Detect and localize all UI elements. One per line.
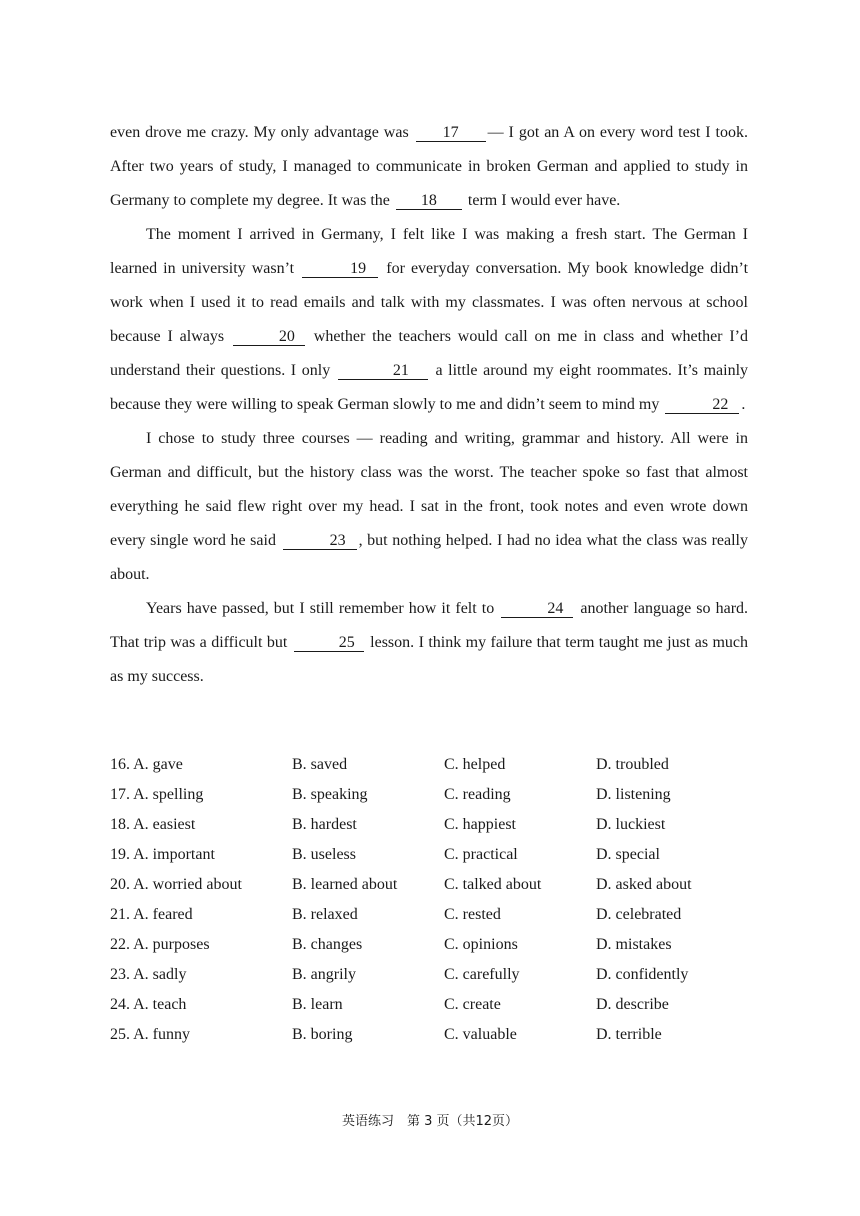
passage-text: whether the teachers would call on me in class and whether I’d understand their questions. I only xyxy=(110,328,748,379)
option-c: C. opinions xyxy=(444,936,518,953)
option-c: C. rested xyxy=(444,906,501,923)
passage-text: I chose to study three courses — reading and writing, grammar and history. All were in German and difficult, but the history class was the worst. The teacher spoke so fast that almost everything he said flew right over my head. I sat in the front, took notes and even wrote down every single word he said xyxy=(110,430,748,549)
passage-text: The moment I arrived in Germany, I felt like I was making a fresh start. The German I learned in university wasn’t xyxy=(110,226,748,277)
blank-23: 23 xyxy=(283,532,357,550)
option-b: B. useless xyxy=(292,846,356,863)
option-a: 19. A. important xyxy=(110,846,215,863)
passage-paragraph-2 xyxy=(110,218,748,422)
passage-text: . xyxy=(741,396,746,413)
option-a: 21. A. feared xyxy=(110,906,193,923)
option-a: 18. A. easiest xyxy=(110,816,196,833)
passage-text: another language so hard. That trip was a difficult but xyxy=(110,600,749,651)
option-b: B. hardest xyxy=(292,816,357,833)
option-d: D. describe xyxy=(596,996,669,1013)
option-row-22 xyxy=(110,932,750,962)
passage-text: a little around my eight roommates. It’s mainly because they were willing to speak German slowly to me and didn’t seem to mind my xyxy=(110,362,749,413)
option-d: D. celebrated xyxy=(596,906,682,923)
passage-text: even drove me crazy. My only advantage was xyxy=(110,124,409,141)
option-c: C. valuable xyxy=(444,1026,517,1043)
option-row-18 xyxy=(110,812,750,842)
passage-text: Years have passed, but I still remember how it felt to xyxy=(146,600,495,617)
option-a: 25. A. funny xyxy=(110,1026,190,1043)
option-b: B. learned about xyxy=(292,876,398,893)
option-d: D. confidently xyxy=(596,966,689,983)
option-d: D. asked about xyxy=(596,876,692,893)
blank-21: 21 xyxy=(338,362,428,380)
option-b: B. angrily xyxy=(292,966,356,983)
passage-paragraph-4 xyxy=(110,592,748,694)
option-a: 20. A. worried about xyxy=(110,876,242,893)
blank-18: 18 xyxy=(396,192,462,210)
option-d: D. luckiest xyxy=(596,816,666,833)
option-row-21 xyxy=(110,902,750,932)
option-c: C. helped xyxy=(444,756,506,773)
passage-text: — I got an A on every word test I took. After two years of study, I managed to communicate in broken German and applied to study in Germany to complete my degree. It was the xyxy=(110,124,748,209)
option-row-25 xyxy=(110,1022,750,1052)
option-b: B. saved xyxy=(292,756,348,773)
option-a: 24. A. teach xyxy=(110,996,187,1013)
passage-text: term I would ever have. xyxy=(467,192,621,209)
option-a: 22. A. purposes xyxy=(110,936,210,953)
option-c: C. talked about xyxy=(444,876,542,893)
blank-22: 22 xyxy=(665,396,739,414)
option-a: 17. A. spelling xyxy=(110,786,204,803)
option-d: D. terrible xyxy=(596,1026,662,1043)
passage-paragraph-1 xyxy=(110,116,748,218)
option-row-19 xyxy=(110,842,750,872)
option-b: B. learn xyxy=(292,996,343,1013)
blank-24: 24 xyxy=(501,600,573,618)
option-a: 16. A. gave xyxy=(110,756,183,773)
option-row-23 xyxy=(110,962,750,992)
passage-text: for everyday conversation. My book knowledge didn’t work when I used it to read emails and talk with my classmates. I was often nervous at school because I always xyxy=(110,260,749,345)
page-footer: 英语练习 第 3 页（共12页） xyxy=(341,1114,519,1129)
option-d: D. listening xyxy=(596,786,671,803)
option-c: C. practical xyxy=(444,846,518,863)
cloze-passage xyxy=(110,116,748,694)
passage-paragraph-3 xyxy=(110,422,748,592)
answer-options xyxy=(110,752,750,1052)
blank-20: 20 xyxy=(233,328,305,346)
option-row-20 xyxy=(110,872,750,902)
blank-25: 25 xyxy=(294,634,364,652)
blank-17: 17 xyxy=(416,124,486,142)
option-d: D. troubled xyxy=(596,756,669,773)
passage-text: lesson. I think my failure that term taught me just as much as my success. xyxy=(110,634,749,685)
option-c: C. happiest xyxy=(444,816,516,833)
blank-19: 19 xyxy=(302,260,378,278)
option-b: B. speaking xyxy=(292,786,368,803)
option-d: D. mistakes xyxy=(596,936,672,953)
option-row-17 xyxy=(110,782,750,812)
option-c: C. reading xyxy=(444,786,511,803)
option-c: C. carefully xyxy=(444,966,520,983)
option-row-16 xyxy=(110,752,750,782)
option-c: C. create xyxy=(444,996,501,1013)
option-b: B. changes xyxy=(292,936,363,953)
passage-text: , but nothing helped. I had no idea what the class was really about. xyxy=(110,532,748,583)
option-d: D. special xyxy=(596,846,660,863)
option-b: B. boring xyxy=(292,1026,353,1043)
option-row-24 xyxy=(110,992,750,1022)
option-a: 23. A. sadly xyxy=(110,966,187,983)
option-b: B. relaxed xyxy=(292,906,358,923)
